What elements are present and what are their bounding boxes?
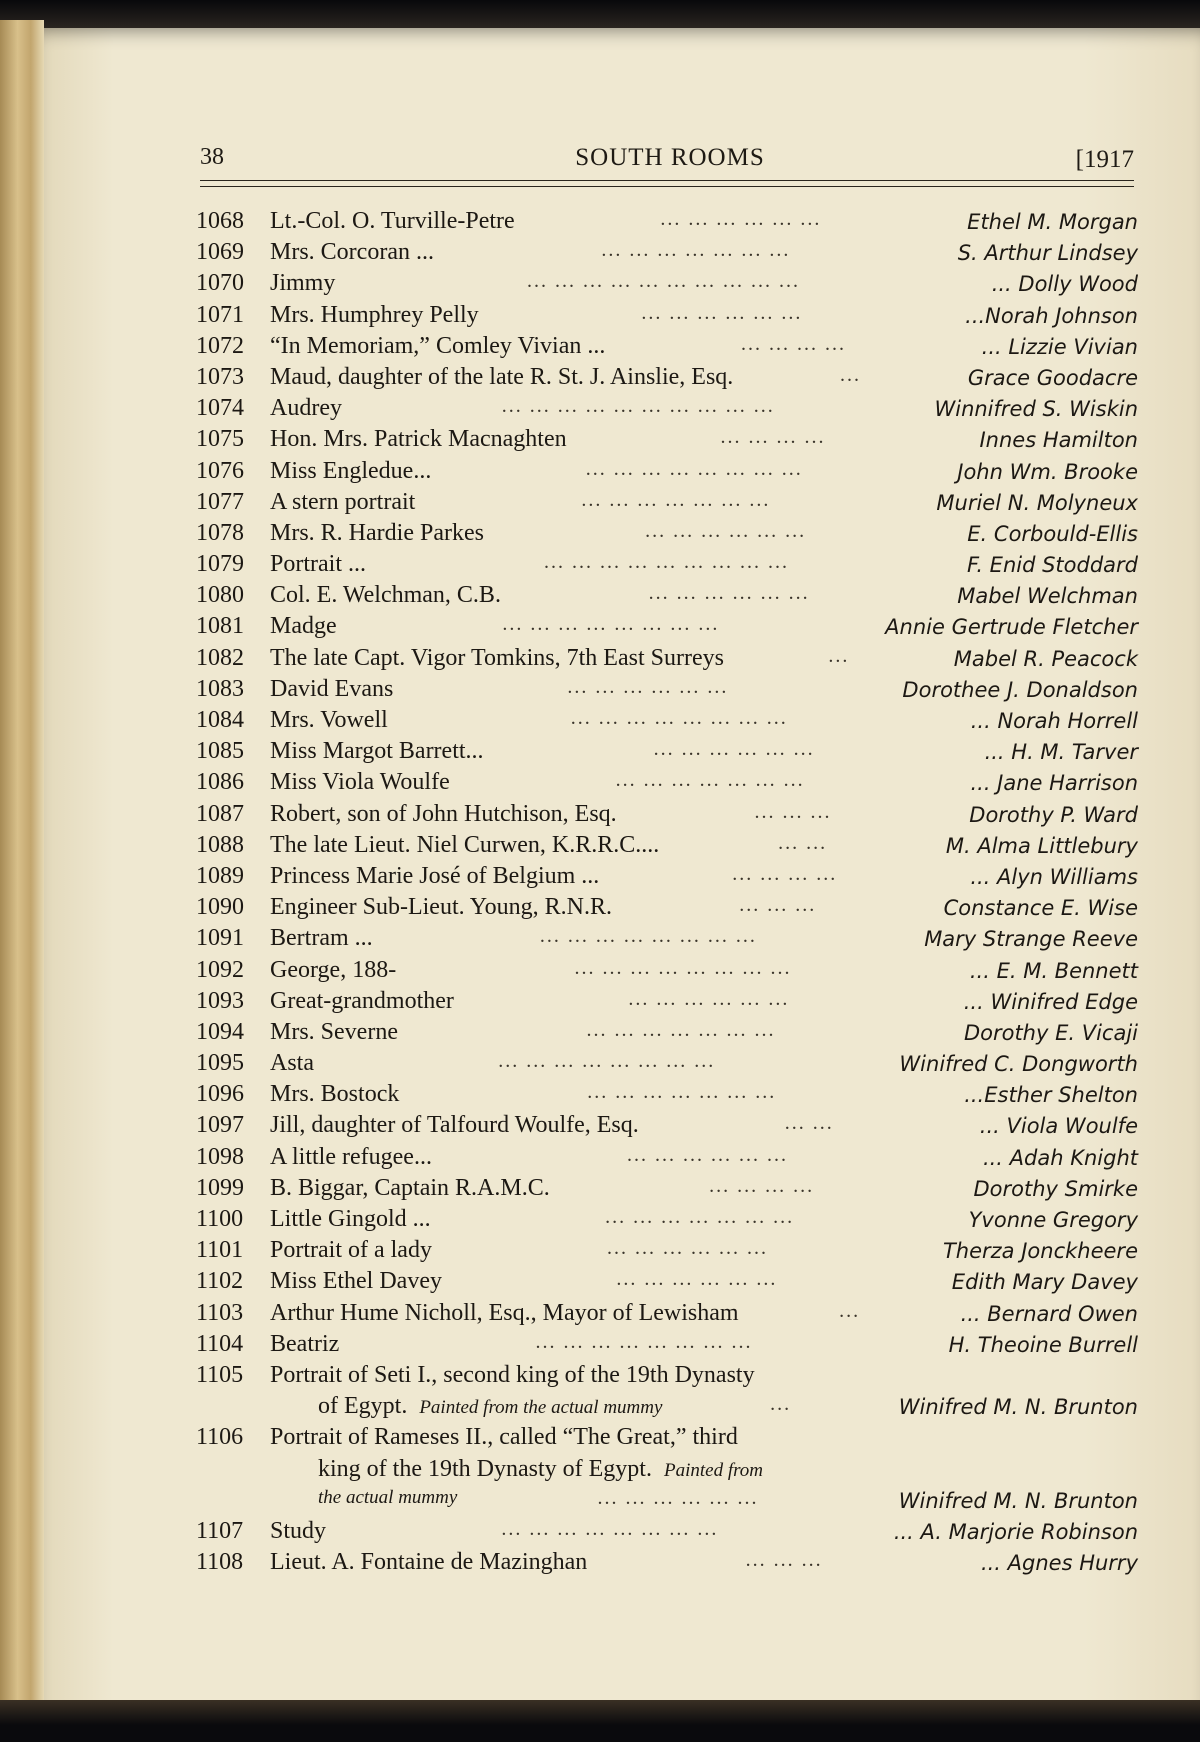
- entry-note: Painted from: [663, 1459, 764, 1481]
- list-item: [196, 643, 1156, 674]
- list-item: [196, 674, 1156, 705]
- entry-title: Miss Ethel Davey: [270, 1268, 442, 1295]
- list-item: [196, 1204, 1156, 1235]
- entry-number: 1106: [196, 1424, 244, 1451]
- list-item: [196, 892, 1156, 923]
- entry-artist: Dorothy P. Ward: [969, 802, 1138, 827]
- entry-number: 1081: [196, 613, 244, 640]
- entry-title: A stern portrait: [270, 488, 416, 515]
- entry-number: 1093: [196, 987, 244, 1014]
- entry-number: 1095: [196, 1050, 244, 1077]
- list-item-multiline: [196, 1422, 1156, 1453]
- entry-artist: ...Esther Shelton: [964, 1083, 1138, 1108]
- leader-dots: ...: [770, 1393, 792, 1416]
- book-bottom-edge: [0, 1700, 1200, 1742]
- catalogue-list: [196, 206, 1156, 1578]
- list-item: [196, 518, 1156, 549]
- entry-number: 1098: [196, 1143, 244, 1170]
- entry-title: Audrey: [270, 395, 342, 422]
- leader-dots: ... ... ... ... ... ... ... ... ... ...: [501, 395, 775, 418]
- list-item: [196, 799, 1156, 830]
- entry-title: Hon. Mrs. Patrick Macnaghten: [270, 426, 567, 453]
- entry-number: 1105: [196, 1361, 244, 1388]
- entry-artist: ... E. M. Bennett: [969, 958, 1138, 983]
- entry-number: 1107: [196, 1517, 244, 1544]
- leader-dots: ... ... ... ... ... ... ...: [605, 1206, 795, 1228]
- entry-title: Portrait of a lady: [270, 1237, 432, 1264]
- list-item: [196, 487, 1156, 518]
- leader-dots: ... ... ... ... ... ... ... ...: [498, 1050, 716, 1073]
- entry-number: 1070: [196, 270, 244, 297]
- list-item: [196, 1329, 1156, 1360]
- entry-title: Robert, son of John Hutchison, Esq.: [270, 800, 617, 827]
- list-item: [196, 955, 1156, 986]
- entry-title: Little Gingold ...: [270, 1206, 431, 1232]
- entry-artist: Mabel Welchman: [957, 584, 1138, 609]
- leader-dots: ... ... ... ... ... ... ...: [615, 769, 805, 792]
- list-item-continuation: [196, 1454, 1156, 1485]
- entry-number: 1088: [196, 831, 244, 858]
- entry-artist: ... H. M. Tarver: [984, 740, 1138, 765]
- entry-title: Miss Engledue...: [270, 457, 432, 484]
- list-item: [196, 331, 1156, 362]
- entry-artist: ... Norah Horrell: [970, 709, 1138, 733]
- entry-title: Mrs. Severne: [270, 1018, 398, 1045]
- entry-artist: Mary Strange Reeve: [924, 927, 1138, 952]
- entry-number: 1071: [196, 301, 244, 328]
- entry-artist: Grace Goodacre: [967, 365, 1138, 390]
- leader-dots: ... ... ... ...: [720, 426, 826, 449]
- list-item: [196, 986, 1156, 1017]
- list-item: [196, 1110, 1156, 1141]
- entry-number: 1104: [196, 1330, 244, 1357]
- entry-artist: Winifred M. N. Brunton: [898, 1488, 1138, 1513]
- entry-title: Jill, daughter of Talfourd Woulfe, Esq.: [270, 1112, 639, 1139]
- entry-title: Princess Marie José of Belgium ...: [270, 862, 600, 889]
- entry-number: 1087: [196, 800, 244, 827]
- entry-title: Mrs. R. Hardie Parkes: [270, 519, 484, 546]
- list-item: [196, 861, 1156, 892]
- list-item: [196, 705, 1156, 736]
- entry-title: Mrs. Humphrey Pelly: [270, 301, 479, 328]
- entry-artist: Winifred M. N. Brunton: [898, 1395, 1138, 1420]
- list-item: [196, 830, 1156, 861]
- entry-artist: ... Agnes Hurry: [980, 1551, 1138, 1576]
- entry-artist: H. Theoine Burrell: [948, 1332, 1138, 1357]
- leader-dots: ...: [828, 644, 850, 667]
- list-item-multiline: [196, 1360, 1156, 1391]
- entry-artist: ... A. Marjorie Robinson: [893, 1519, 1138, 1544]
- leader-dots: ... ... ... ... ... ...: [653, 738, 815, 761]
- entry-artist: Mabel R. Peacock: [953, 646, 1138, 671]
- leader-dots: ... ... ... ... ... ...: [628, 987, 790, 1010]
- entry-number: 1108: [196, 1549, 244, 1576]
- leader-dots: ...: [839, 1299, 861, 1322]
- entry-number: 1084: [196, 707, 244, 733]
- list-item: [196, 1235, 1156, 1266]
- list-item: [196, 1048, 1156, 1079]
- entry-title: Maud, daughter of the late R. St. J. Ainslie, Esq.: [270, 363, 734, 390]
- entry-number: 1090: [196, 894, 244, 921]
- entry-title: Col. E. Welchman, C.B.: [270, 582, 501, 609]
- header-rule: [200, 180, 1134, 187]
- leader-dots: ... ... ... ... ... ... ... ...: [501, 1517, 719, 1540]
- entry-title: David Evans: [270, 675, 394, 702]
- list-item: [196, 549, 1156, 580]
- entry-title-text: of Egypt.: [318, 1393, 408, 1420]
- entry-number: 1074: [196, 395, 244, 422]
- leader-dots: ... ... ... ...: [741, 332, 847, 355]
- leader-dots: ... ... ...: [754, 800, 832, 823]
- entry-title: A little refugee...: [270, 1143, 432, 1170]
- entry-number: 1069: [196, 239, 244, 266]
- list-item: [196, 424, 1156, 455]
- entry-note: Painted from the actual mummy: [419, 1397, 663, 1419]
- leader-dots: ... ... ...: [745, 1549, 823, 1572]
- entry-artist: ... Jane Harrison: [970, 771, 1138, 796]
- list-item: [196, 300, 1156, 331]
- entry-title-text: king of the 19th Dynasty of Egypt.: [318, 1455, 652, 1482]
- entry-number: 1100: [196, 1206, 244, 1232]
- entry-artist: Annie Gertrude Fletcher: [885, 615, 1138, 640]
- entry-number: 1079: [196, 551, 244, 578]
- leader-dots: ... ... ... ...: [732, 862, 838, 885]
- leader-dots: ... ... ... ... ... ...: [567, 675, 729, 698]
- list-item: [196, 1017, 1156, 1048]
- leader-dots: ... ... ... ... ... ... ... ...: [502, 613, 720, 636]
- entry-title: Arthur Hume Nicholl, Esq., Mayor of Lewisham: [270, 1299, 739, 1326]
- leader-dots: ... ... ... ... ... ... ... ... ... ...: [527, 270, 801, 293]
- entry-number: 1080: [196, 582, 244, 609]
- list-item: [196, 237, 1156, 268]
- entry-number: 1101: [196, 1237, 244, 1264]
- entry-number: 1091: [196, 925, 244, 952]
- entry-artist: Dorothy Smirke: [973, 1176, 1138, 1201]
- leader-dots: ... ... ... ... ... ... ...: [586, 1018, 776, 1041]
- leader-dots: ... ... ... ... ... ... ...: [601, 239, 791, 262]
- leader-dots: ... ... ... ... ... ... ... ...: [539, 925, 757, 948]
- entry-title: “In Memoriam,” Comley Vivian ...: [270, 332, 606, 359]
- leader-dots: ... ...: [784, 1112, 834, 1135]
- list-item: [196, 923, 1156, 954]
- entry-artist: Dorothy E. Vicaji: [963, 1020, 1138, 1045]
- entry-title: B. Biggar, Captain R.A.M.C.: [270, 1174, 550, 1201]
- entry-number: 1077: [196, 488, 244, 515]
- entry-artist: ... Alyn Williams: [970, 864, 1138, 889]
- entry-artist: ... Bernard Owen: [960, 1301, 1138, 1326]
- entry-number: 1097: [196, 1112, 244, 1139]
- leader-dots: ... ... ... ... ... ...: [660, 208, 822, 230]
- entry-number: 1083: [196, 675, 244, 702]
- entry-title-line1: Portrait of Rameses II., called “The Great,” third: [270, 1424, 738, 1451]
- entry-title: Miss Viola Woulfe: [270, 769, 450, 796]
- leader-dots: ... ... ... ... ... ...: [645, 519, 807, 542]
- entry-title: Mrs. Corcoran ...: [270, 239, 434, 266]
- entry-title: Beatriz: [270, 1330, 340, 1357]
- entry-number: 1103: [196, 1299, 244, 1326]
- leader-dots: ... ... ... ... ... ... ... ...: [570, 707, 788, 729]
- entry-artist: M. Alma Littlebury: [945, 833, 1138, 858]
- entry-artist: Therza Jonckheere: [942, 1239, 1138, 1264]
- entry-number: 1078: [196, 519, 244, 546]
- entry-number: 1082: [196, 644, 244, 671]
- leader-dots: ... ...: [778, 831, 828, 854]
- entry-title: Miss Margot Barrett...: [270, 738, 484, 765]
- leader-dots: ... ... ... ...: [709, 1174, 815, 1197]
- entry-title: The late Capt. Vigor Tomkins, 7th East Surreys: [270, 644, 724, 671]
- year-label: [1917: [1075, 146, 1134, 173]
- entry-number: 1096: [196, 1081, 244, 1108]
- entry-title: Lt.-Col. O. Turville-Petre: [270, 208, 515, 234]
- list-item: [196, 611, 1156, 642]
- entry-artist: Edith Mary Davey: [951, 1270, 1138, 1295]
- entry-title: Mrs. Vowell: [270, 707, 388, 733]
- entry-title: Asta: [270, 1050, 314, 1077]
- list-item: [196, 1266, 1156, 1297]
- entry-number: 1102: [196, 1268, 244, 1295]
- entry-artist: Muriel N. Molyneux: [936, 490, 1138, 515]
- entry-number: 1085: [196, 738, 244, 765]
- list-item: [196, 1079, 1156, 1110]
- entry-artist: S. Arthur Lindsey: [957, 241, 1138, 266]
- leader-dots: ... ... ... ... ... ...: [641, 301, 803, 324]
- entry-artist: ...Norah Johnson: [965, 303, 1138, 328]
- leader-dots: ... ... ... ... ... ...: [626, 1143, 788, 1166]
- entry-artist: Constance E. Wise: [943, 896, 1138, 921]
- entry-artist: Ethel M. Morgan: [967, 210, 1138, 234]
- entry-note: the actual mummy: [318, 1486, 458, 1508]
- entry-artist: ... Viola Woulfe: [979, 1114, 1138, 1139]
- entry-number: 1076: [196, 457, 244, 484]
- entry-artist: F. Enid Stoddard: [966, 553, 1138, 578]
- entry-title: Great-grandmother: [270, 987, 454, 1014]
- leader-dots: ... ... ... ... ... ...: [597, 1486, 759, 1509]
- entry-title: Engineer Sub-Lieut. Young, R.N.R.: [270, 894, 612, 921]
- list-item: [196, 767, 1156, 798]
- entry-title-line2: [318, 1393, 662, 1420]
- entry-artist: Winnifred S. Wiskin: [934, 397, 1138, 422]
- entry-number: 1089: [196, 862, 244, 889]
- list-item-continuation: [196, 1485, 1156, 1516]
- leader-dots: ... ... ... ... ... ... ...: [581, 488, 771, 511]
- list-item-continuation: [196, 1391, 1156, 1422]
- leader-dots: ... ... ... ... ... ...: [648, 582, 810, 605]
- list-item: [196, 268, 1156, 299]
- leader-dots: ...: [840, 363, 862, 386]
- list-item: [196, 580, 1156, 611]
- entry-artist: Innes Hamilton: [979, 428, 1138, 453]
- entry-title: Study: [270, 1517, 327, 1544]
- list-item: [196, 206, 1156, 237]
- entry-title-line2: [318, 1456, 763, 1483]
- entry-number: 1075: [196, 426, 244, 453]
- list-item: [196, 1547, 1156, 1578]
- list-item: [196, 736, 1156, 767]
- entry-artist: John Wm. Brooke: [957, 459, 1138, 484]
- entry-number: 1086: [196, 769, 244, 796]
- page-number: 38: [200, 144, 224, 170]
- entry-number: 1068: [196, 208, 244, 234]
- entry-number: 1099: [196, 1174, 244, 1201]
- entry-artist: Winifred C. Dongworth: [899, 1052, 1138, 1077]
- entry-artist: ... Winifred Edge: [963, 989, 1138, 1014]
- list-item: [196, 1142, 1156, 1173]
- entry-artist: Yvonne Gregory: [968, 1208, 1138, 1232]
- leader-dots: ... ... ... ... ... ... ... ...: [535, 1330, 753, 1353]
- entry-number: 1073: [196, 363, 244, 390]
- list-item: [196, 1298, 1156, 1329]
- leader-dots: ... ... ...: [739, 894, 817, 917]
- list-item: [196, 362, 1156, 393]
- entry-artist: ... Lizzie Vivian: [981, 334, 1138, 359]
- leader-dots: ... ... ... ... ... ...: [606, 1237, 768, 1260]
- leader-dots: ... ... ... ... ... ... ... ...: [585, 457, 803, 480]
- entry-title: George, 188-: [270, 956, 397, 983]
- entry-artist: ... Dolly Wood: [991, 272, 1138, 297]
- list-item: [196, 1516, 1156, 1547]
- entry-title: The late Lieut. Niel Curwen, K.R.R.C....: [270, 831, 660, 858]
- leader-dots: ... ... ... ... ... ... ...: [587, 1081, 777, 1104]
- entry-artist: E. Corbould-Ellis: [967, 521, 1138, 546]
- leader-dots: ... ... ... ... ... ...: [616, 1268, 778, 1291]
- entry-title: Lieut. A. Fontaine de Mazinghan: [270, 1549, 588, 1576]
- entry-title: Bertram ...: [270, 925, 373, 952]
- list-item: [196, 456, 1156, 487]
- running-head: SOUTH ROOMS: [575, 144, 765, 171]
- entry-title: Portrait ...: [270, 551, 366, 578]
- leader-dots: ... ... ... ... ... ... ... ... ...: [543, 551, 789, 574]
- entry-number: 1094: [196, 1018, 244, 1045]
- entry-artist: Dorothee J. Donaldson: [902, 677, 1138, 702]
- page-header: [200, 140, 1140, 176]
- entry-title: Madge: [270, 613, 337, 640]
- entry-title-line1: Portrait of Seti I., second king of the 19th Dynasty: [270, 1361, 755, 1388]
- list-item: [196, 393, 1156, 424]
- entry-title: Mrs. Bostock: [270, 1081, 400, 1108]
- list-item: [196, 1173, 1156, 1204]
- book-spine-edge: [0, 20, 44, 1700]
- entry-number: 1072: [196, 332, 244, 359]
- entry-artist: ... Adah Knight: [982, 1145, 1138, 1170]
- entry-title: Jimmy: [270, 270, 336, 297]
- entry-number: 1092: [196, 956, 244, 983]
- leader-dots: ... ... ... ... ... ... ... ...: [574, 956, 792, 979]
